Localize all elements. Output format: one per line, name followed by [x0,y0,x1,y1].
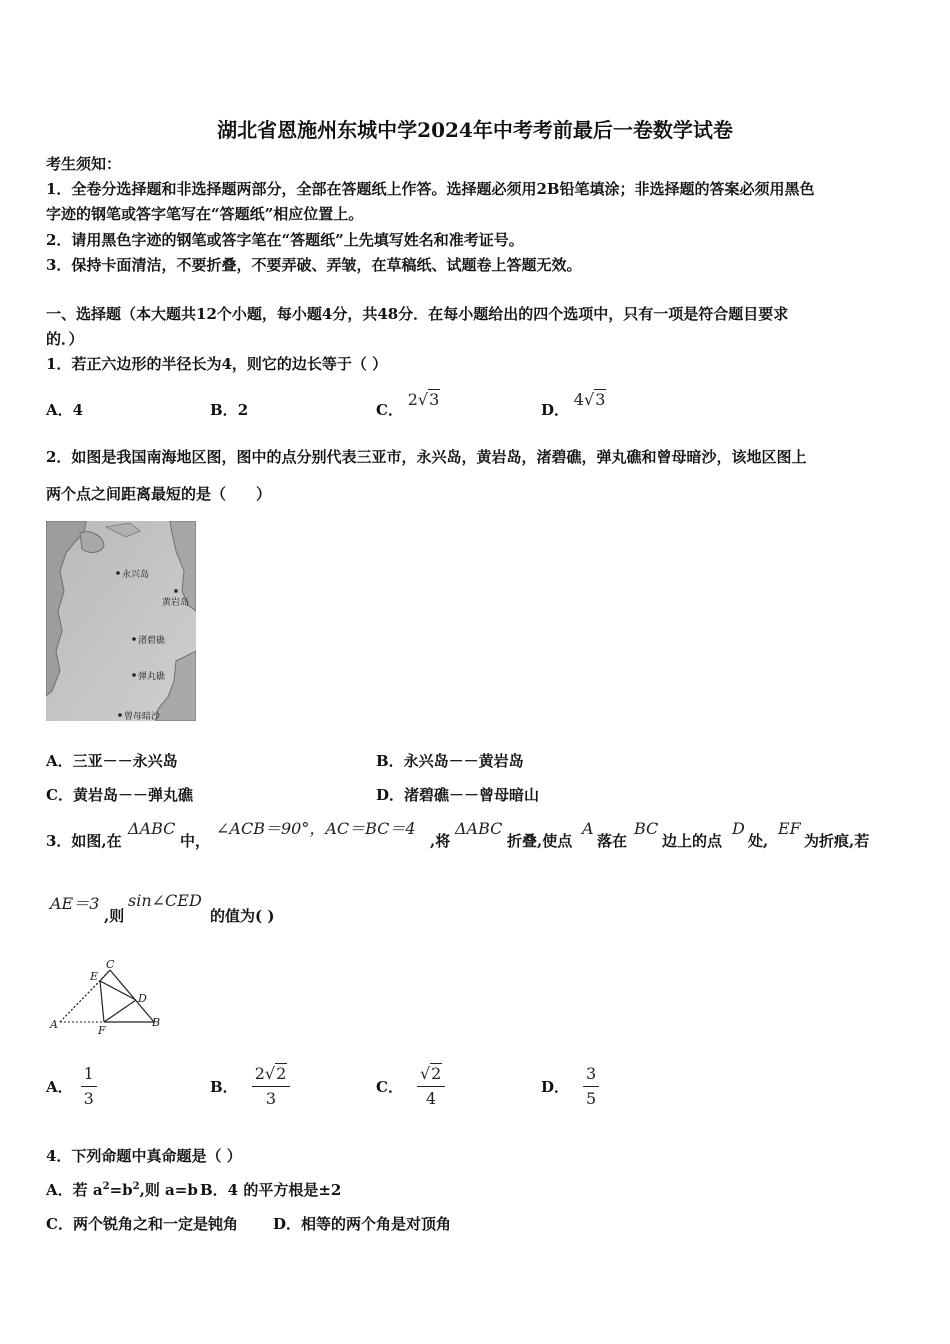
notice-line-2: 2．请用黑色字迹的钢笔或答字笔在“答题纸”上先填写姓名和准考证号。 [46,231,524,249]
notice-line-1a: 1．全卷分选择题和非选择题两部分，全部在答题纸上作答。选择题必须用2B铅笔填涂；非选择题的答案必须用黑色 [46,180,815,198]
q3-option-c-radicand: 2 [431,1064,442,1083]
label-point-e: E [90,970,99,983]
q3-option-d[interactable] [541,1064,599,1109]
q3-option-a[interactable] [46,1064,97,1109]
q4-option-a-post: ,则 a=b [139,1181,198,1199]
map-point-huangyan [174,589,178,593]
map-label-zengmu: 曾母暗沙 [124,712,161,721]
map-point-danwan [132,673,136,677]
q2-stem-line-2: 两个点之间距离最短的是（ ） [46,485,272,503]
map-label-danwan: 弹丸礁 [138,672,166,682]
q2-option-b[interactable]: B．永兴岛－－黄岩岛 [376,752,524,770]
q1-option-c[interactable] [376,389,440,419]
q4-option-a-exp-2: 2 [132,1181,140,1192]
q3-text-9: ,则 [104,907,125,925]
q3-math-point-a: A [582,819,594,838]
q3-math-bc: BC [634,819,659,838]
q1-option-c-value [408,389,441,409]
q3-option-a-numerator: 1 [81,1064,97,1087]
q1-option-d[interactable] [541,389,606,419]
q3-option-c-denominator: 4 [426,1089,437,1108]
q1-option-a-value: 4 [72,401,84,419]
q3-option-b-coef: 2 [254,1064,265,1083]
q4-option-c[interactable]: C．两个锐角之和一定是钝角 [46,1215,238,1233]
map-point-zhubi [132,637,136,641]
q3-option-b-label: B． [210,1078,238,1096]
q3-option-d-fraction [583,1064,599,1109]
q3-triangle-figure [46,958,176,1038]
q4-option-b[interactable]: B．4 的平方根是±2 [200,1181,342,1199]
q2-option-c[interactable]: C．黄岩岛－－弹丸礁 [46,786,193,804]
q3-math-triangle-abc: ΔABC [128,819,176,838]
q3-option-b-denominator: 3 [265,1089,277,1108]
label-point-a: A [50,1018,58,1031]
q1-option-d-coef: 4 [573,390,584,409]
q4-option-a-exp-1: 2 [102,1181,110,1192]
sqrt-sign-icon: √ [419,1064,431,1083]
q2-option-d[interactable]: D．渚碧礁－－曾母暗山 [376,786,540,804]
q3-option-b-fraction [252,1064,291,1109]
section-heading-line-2: 的．） [46,330,84,348]
segment-cb [110,970,154,1022]
q3-option-a-fraction [81,1064,97,1109]
q4-option-a-pre: A．若 a [46,1181,103,1199]
q1-option-d-label: D． [541,401,570,419]
sqrt-sign-icon: √ [417,390,429,409]
q2-stem-line-1: 2．如图是我国南海地区图，图中的点分别代表三亚市，永兴岛，黄岩岛，渚碧礁，弹丸礁和曾母暗沙，该地区图上 [46,448,807,466]
q3-text-4: 折叠,使点 [507,832,573,850]
q3-option-a-denominator: 3 [83,1089,94,1108]
q1-option-d-value [574,389,607,409]
q3-math-ae: AE＝3 [50,894,100,913]
q3-text-8: 为折痕,若 [804,832,870,850]
page-title: 湖北省恩施州东城中学2024年中考考前最后一卷数学试卷 [217,118,733,142]
q3-text-3: ,将 [430,832,451,850]
q1-stem: 1．若正六边形的半径长为4，则它的边长等于（ ） [46,355,388,373]
q3-math-sin: sin∠CED [128,891,202,910]
q3-text-2: 中， [180,832,211,850]
q3-text-7: 处, [748,832,769,850]
q3-option-a-label: A． [46,1078,73,1096]
q3-math-triangle-abc-2: ΔABC [455,819,503,838]
segment-ae-dashed [60,981,100,1022]
q4-stem: 4．下列命题中真命题是（ ） [46,1147,242,1165]
sqrt-sign-icon: √ [583,390,595,409]
q4-option-a[interactable] [46,1179,198,1200]
map-label-yongxing: 永兴岛 [122,570,150,580]
q1-option-c-coef: 2 [407,390,418,409]
label-point-b: B [152,1016,161,1029]
section-heading-line-1: 一、选择题（本大题共12个小题，每小题4分，共48分．在每小题给出的四个选项中，只有一项是符合题目要求 [46,305,789,323]
notice-line-3: 3．保持卡面清洁，不要折叠，不要弄破、弄皱，在草稿纸、试题卷上答题无效。 [46,256,582,274]
notice-heading: 考生须知： [46,155,122,173]
q3-option-b[interactable] [210,1064,290,1109]
triangle-diagram [46,958,176,1038]
q1-option-a-label: A． [46,401,73,419]
q3-text-1: 3．如图,在 [46,832,122,850]
segment-ef-fold [100,981,104,1022]
q3-option-c-numerator [417,1064,445,1087]
q3-option-d-label: D． [541,1078,570,1096]
map-point-yongxing [116,571,120,575]
q3-text-6: 边上的点 [662,832,723,850]
q3-option-c-fraction [417,1064,445,1109]
q3-text-5: 落在 [597,832,628,850]
segment-ed [100,981,136,1000]
q3-math-point-d: D [732,819,745,838]
label-point-f: F [98,1024,106,1037]
q1-option-b[interactable] [210,399,248,420]
segment-ec [100,970,110,981]
south-china-sea-map [46,521,196,721]
map-figure [46,521,196,721]
notice-line-1b: 字迹的钢笔或答字笔写在“答题纸”相应位置上。 [46,205,364,223]
q3-option-b-numerator [252,1064,291,1087]
q1-option-a[interactable] [46,399,83,420]
q3-option-d-denominator: 5 [586,1089,597,1108]
q4-option-d[interactable]: D．相等的两个角是对顶角 [273,1215,452,1233]
segment-fd [104,1000,136,1022]
q3-option-b-radicand: 2 [276,1064,287,1083]
q1-option-c-label: C． [376,401,403,419]
q1-option-d-radicand: 3 [595,390,606,409]
map-label-zhubi: 渚碧礁 [138,636,166,646]
sqrt-sign-icon: √ [264,1064,276,1083]
q1-option-b-value: 2 [237,401,249,419]
q3-option-c-label: C． [376,1078,403,1096]
map-point-zengmu [118,713,122,717]
q3-option-d-numerator: 3 [583,1064,599,1087]
q2-option-a[interactable]: A．三亚－－永兴岛 [46,752,178,770]
q3-option-c[interactable] [376,1064,445,1109]
map-label-huangyan: 黄岩岛 [162,598,190,608]
q3-text-10: 的值为( ) [210,907,275,925]
q1-option-b-label: B． [210,401,238,419]
q1-option-c-radicand: 3 [429,390,440,409]
q4-option-a-mid: =b [109,1181,133,1199]
q3-math-condition: ∠ACB＝90°，AC＝BC＝4 [216,819,416,838]
q3-math-ef: EF [778,819,801,838]
label-point-d: D [138,992,147,1005]
label-point-c: C [106,958,115,971]
